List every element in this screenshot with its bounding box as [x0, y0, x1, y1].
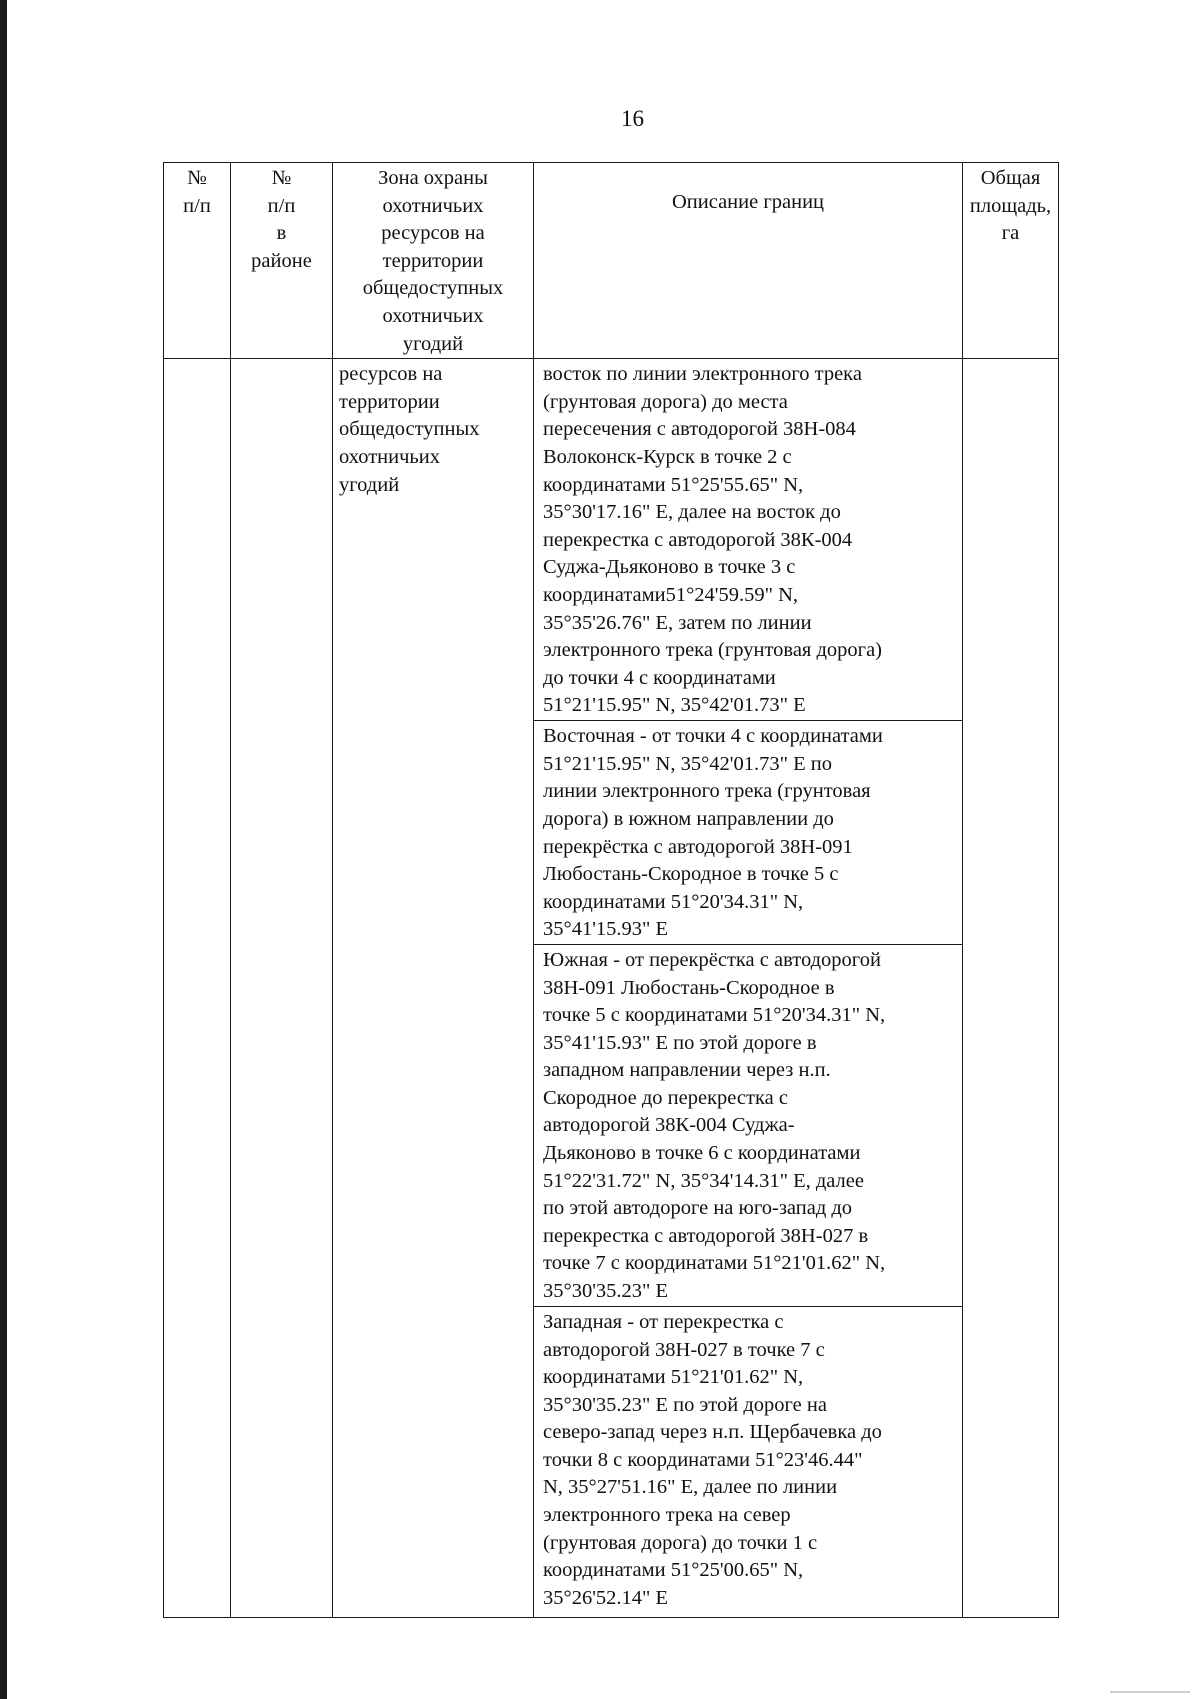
description-line: точке 5 с координатами 51°20'34.31" N, — [543, 1004, 886, 1027]
description-line: автодорогой 38К-004 Суджа- — [543, 1114, 795, 1137]
header-line: № — [187, 167, 207, 189]
description-line: пересечения с автодорогой 38Н-084 — [543, 418, 856, 441]
cell-area — [963, 359, 1059, 1618]
page-number: 16 — [621, 106, 644, 131]
zone-line: территории — [339, 390, 440, 413]
table-header-row — [164, 163, 1059, 359]
header-line: ресурсов на — [381, 222, 485, 245]
description-line: точки 8 с координатами 51°23'46.44" — [543, 1448, 863, 1471]
description-line: 35°41'15.93" E по этой дороге в — [543, 1031, 817, 1054]
description-line: 35°26'52.14" E — [543, 1586, 669, 1609]
description-line: дорога) в южном направлении до — [543, 807, 834, 830]
description-line: Южная - от перекрёстка с автодорогой — [543, 948, 881, 971]
header-col-zone — [333, 163, 534, 359]
header-line: угодий — [402, 332, 464, 355]
description-line: автодорогой 38Н-027 в точке 7 с — [543, 1338, 825, 1361]
description-line: электронного трека на север — [543, 1504, 791, 1527]
description-line: северо-запад через н.п. Щербачевка до — [543, 1421, 882, 1444]
table-row — [164, 359, 1059, 721]
description-line: Суджа-Дьяконово в точке 3 с — [543, 556, 796, 579]
description-line: восток по линии электронного трека — [543, 363, 862, 386]
description-east — [534, 721, 963, 945]
description-line: электронного трека (грунтовая дорога) — [543, 639, 883, 662]
description-line: по этой автодороге на юго-запад до — [543, 1197, 853, 1220]
header-line: общедоступных — [362, 277, 504, 300]
description-line: перекрестка с автодорогой 38К-004 — [543, 528, 853, 551]
description-line: 35°35'26.76" E, затем по линии — [543, 611, 812, 634]
description-line: перекрестка с автодорогой 38Н-027 в — [543, 1224, 869, 1247]
header-line: охотничьих — [382, 304, 484, 327]
description-line: координатами 51°25'00.65" N, — [543, 1559, 804, 1582]
header-line: га — [1001, 222, 1020, 245]
cell-district-number — [231, 359, 333, 1618]
description-line: координатами 51°20'34.31" N, — [543, 890, 804, 913]
description-line: 35°30'17.16" E, далее на восток до — [543, 501, 841, 524]
header-line: районе — [251, 249, 312, 272]
description-line: 51°22'31.72" N, 35°34'14.31" E, далее — [543, 1169, 864, 1192]
description-line: координатами 51°21'01.62" N, — [543, 1366, 804, 1389]
description-line: Восточная - от точки 4 с координатами — [543, 725, 883, 748]
header-line: № — [271, 167, 292, 189]
cell-zone — [333, 359, 534, 1618]
description-line: 51°21'15.95" N, 35°42'01.73" E — [543, 694, 806, 717]
description-line: 35°30'35.23" E по этой дороге на — [543, 1393, 827, 1416]
header-line: п/п — [267, 194, 296, 217]
description-line: 51°21'15.95" N, 35°42'01.73" E по — [543, 752, 832, 775]
description-line: Дьяконово в точке 6 с координатами — [543, 1142, 861, 1165]
zone-line: общедоступных — [339, 418, 480, 441]
description-line: Западная - от перекрестка с — [543, 1310, 784, 1333]
description-line: 35°30'35.23" E — [543, 1280, 669, 1303]
description-line: Волоконск-Курск в точке 2 с — [543, 445, 792, 468]
description-line: линии электронного трека (грунтовая — [543, 780, 871, 803]
header-col-description — [534, 163, 963, 359]
scan-artifact — [1110, 1691, 1190, 1693]
description-line: 35°41'15.93" E — [543, 918, 669, 941]
description-line: до точки 4 с координатами — [543, 666, 776, 689]
header-col-number — [164, 163, 231, 359]
cell-number — [164, 359, 231, 1618]
description-line: координатами51°24'59.59" N, — [543, 583, 799, 606]
header-col-area — [963, 163, 1059, 359]
description-line: N, 35°27'51.16" E, далее по линии — [543, 1476, 838, 1499]
header-line: в — [276, 222, 287, 245]
header-col-district-number — [231, 163, 333, 359]
description-line: (грунтовая дорога) до точки 1 с — [543, 1531, 818, 1554]
boundaries-table — [163, 162, 1059, 1618]
description-line: (грунтовая дорога) до места — [543, 390, 788, 413]
description-line: Скородное до перекрестка с — [543, 1086, 788, 1109]
description-west — [534, 1306, 963, 1617]
header-line: площадь, — [969, 194, 1052, 217]
description-line: 38Н-091 Любостань-Скородное в — [543, 976, 835, 999]
description-north — [534, 359, 963, 721]
description-south — [534, 944, 963, 1306]
description-line: перекрёстка с автодорогой 38Н-091 — [543, 835, 853, 858]
header-line: п/п — [183, 194, 211, 217]
description-line: Любостань-Скородное в точке 5 с — [543, 863, 839, 886]
description-line: западном направлении через н.п. — [543, 1059, 831, 1082]
scan-left-edge — [0, 0, 7, 1699]
description-line: точке 7 с координатами 51°21'01.62" N, — [543, 1252, 886, 1275]
header-line: Зона охраны — [378, 167, 488, 189]
zone-line: угодий — [339, 473, 400, 496]
zone-line: ресурсов на — [339, 363, 443, 386]
description-line: координатами 51°25'55.65" N, — [543, 473, 804, 496]
header-line: Общая — [980, 167, 1041, 189]
header-line: охотничьих — [382, 194, 484, 217]
header-line: Описание границ — [671, 191, 825, 213]
zone-line: охотничьих — [339, 445, 440, 468]
header-line: территории — [382, 249, 484, 272]
